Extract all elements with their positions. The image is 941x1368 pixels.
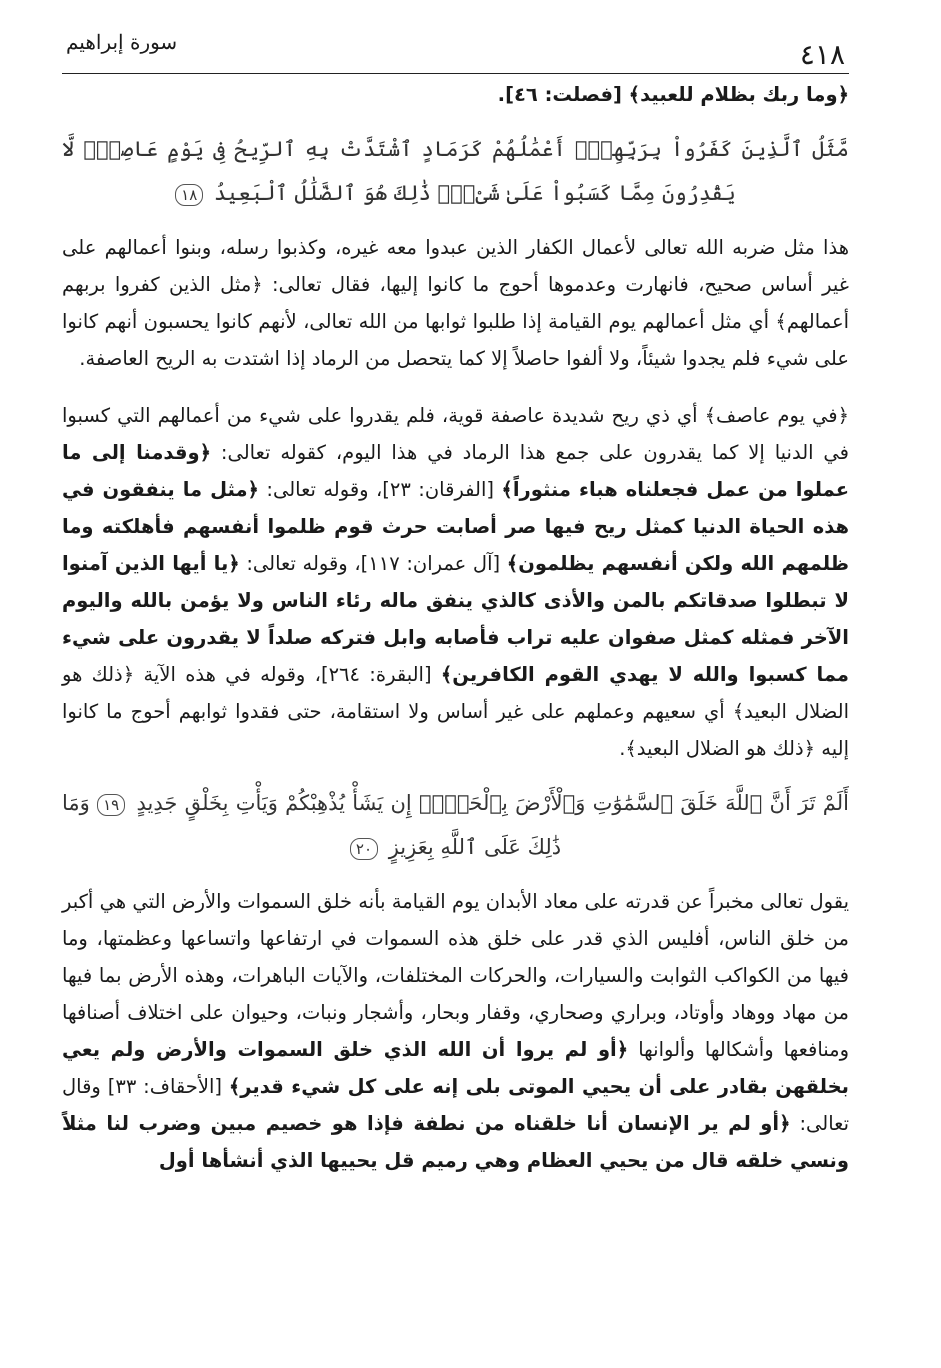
page-body	[62, 76, 849, 1179]
citation: [الأحقاف: ٣٣] وقال تعالى:	[62, 1075, 849, 1135]
verse-quote: ﴿وما ربك بظلام للعبيد﴾ [فصلت: ٤٦].	[497, 83, 849, 106]
text-run: ﴿في يوم عاصف﴾ أي ذي ريح شديدة عاصفة قوية، فلم يقدروا على شيء من أعمالهم التي كسبوا في الدنيا إلا كما يقدرون على جمع هذا الرماد في هذا اليوم، كقوله تعالى:	[62, 404, 850, 464]
verse-number-19: ١٩	[97, 794, 125, 816]
page-header	[62, 0, 849, 76]
verse-text: مَّثَلُ ٱلَّذِينَ كَفَرُواْ بِرَبِّهِمْۖ أَعْمَٰلُهُمْ كَرَمَادٍ ٱشْتَدَّتْ بِهِ ٱلرِّيحُ فِى يَوْمٍ عَاصِفٍۖ لَّا يَقْدِرُونَ مِمَّا كَسَبُواْ عَلَىٰ شَىْءٍۚ ذَٰلِكَ هُوَ ٱلضَّلَٰلُ ٱلْبَعِيدُ	[62, 137, 849, 205]
spacer	[62, 377, 849, 397]
page-number: ٤١٨	[799, 38, 845, 71]
commentary-paragraph-3	[62, 883, 849, 1179]
citation: [آل عمران: ١١٧]، وقوله تعالى:	[246, 552, 501, 575]
text-run: [البقرة: ٢٦٤]، وقوله في هذه الآية ﴿ذلك هو الضلال البعيد﴾ أي سعيهم وعملهم على غير أساس ولا استقامة، حتى فقدوا ثوابهم أحوج ما كانوا إليه ﴿ذلك هو الضلال البعيد﴾.	[62, 663, 849, 760]
text-run: يقول تعالى مخبراً عن قدرته على معاد الأبدان يوم القيامة بأنه خلق السموات والأرض التي هي أكبر من خلق الناس، أفليس الذي قدر على خلق هذه السموات في ارتفاعها واتساعها وعظمتها، وما فيها من الكواكب الثوابت والسيارات، والحركات المختلفات، والآيات الباهرات، وهذه الأرض بما فيها من مهاد ووهاد وأوتاد، وبراري وصحاري، وقفار وبحار، وأشجار ونبات، وحيوان على اختلاف أصنافها ومنافعها وأشكالها وألوانها	[62, 890, 850, 1061]
commentary-paragraph-1: هذا مثل ضربه الله تعالى لأعمال الكفار الذين عبدوا معه غيره، وكذبوا رسله، وبنوا أعمالهم على غير أساس صحيح، فانهارت وعدموها أحوج ما كانوا إليها، فقال تعالى: ﴿مثل الذين كفروا بربهم أعمالهم﴾ أي مثل أعمالهم يوم القيامة إذا طلبوا ثوابها من الله تعالى، لأنهم كانوا يحسبون أنهم كانوا على شيء فلم يجدوا شيئاً، ولا ألفوا حاصلاً إلا كما يتحصل من الرماد إذا اشتدت به الريح العاصفة.	[62, 236, 849, 370]
verse-quote: ﴿وقدمنا إلى ما عملوا من عمل فجعلناه هباء منثوراً﴾	[62, 441, 850, 501]
header-divider	[62, 73, 849, 74]
quran-verse-18	[62, 113, 849, 229]
quran-verses-19-20	[62, 767, 849, 883]
verse-text: أَلَمْ تَرَ أَنَّ ٱللَّهَ خَلَقَ ٱلسَّمَٰوَٰتِ وَٱلْأَرْضَ بِٱلْحَقِّۚ إِن يَشَأْ يُذْهِبْكُمْ وَيَأْتِ بِخَلْقٍ جَدِيدٍ	[136, 791, 849, 815]
verse-quote: ﴿أو لم ير الإنسان أنا خلقناه من نطفة فإذا هو خصيم مبين وضرب لنا مثلاً ونسي خلقه قال من يحيي العظام وهي رميم قل يحييها الذي أنشأها أول	[62, 1112, 849, 1172]
verse-text: وَمَا ذَٰلِكَ عَلَى ٱللَّهِ بِعَزِيزٍ	[62, 791, 562, 859]
verse-quote: ﴿مثل ما ينفقون في هذه الحياة الدنيا كمثل ريح فيها صر أصابت حرث قوم ظلموا أنفسهم فأهلكته وما ظلمهم الله ولكن أنفسهم يظلمون﴾	[62, 478, 850, 575]
verse-number-18: ١٨	[175, 184, 203, 206]
surah-name: سورة إبراهيم	[66, 30, 178, 54]
commentary-paragraph-2	[62, 397, 849, 767]
verse-quote: ﴿أو لم يروا أن الله الذي خلق السموات والأرض ولم يعي بخلقهن بقادر على أن يحيي الموتى بلى إنه على كل شيء قدير﴾	[62, 1038, 849, 1098]
citation: [الفرقان: ٢٣]، وقوله تعالى:	[266, 478, 494, 501]
verse-number-20: ٢٠	[350, 838, 378, 860]
intro-line	[62, 76, 849, 113]
verse-quote: ﴿يا أيها الذين آمنوا لا تبطلوا صدقاتكم بالمن والأذى كالذي ينفق ماله رئاء الناس ولا يؤمن بالله واليوم الآخر فمثله كمثل صفوان عليه تراب فأصابه وابل فتركه صلداً لا يقدرون على شيء مما كسبوا والله لا يهدي القوم الكافرين﴾	[62, 552, 849, 686]
